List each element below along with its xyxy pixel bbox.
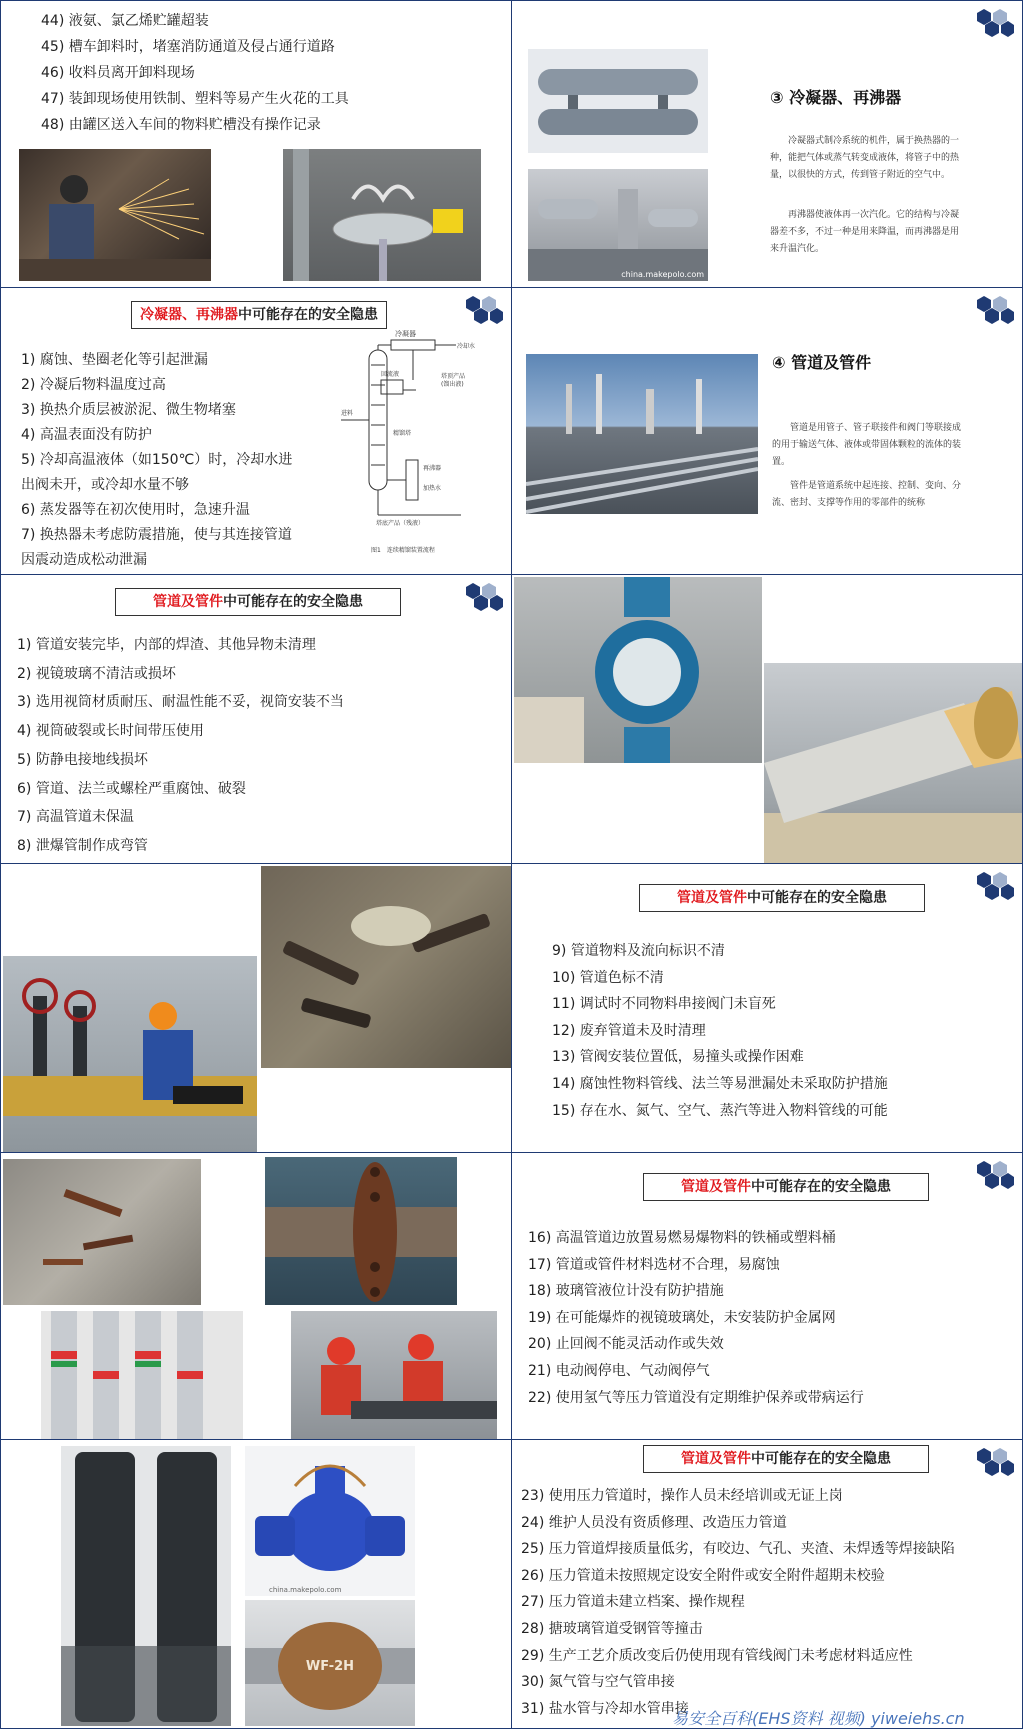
insulated-pipe-photo <box>764 663 1022 863</box>
reboiler-plant-illustration <box>528 169 708 281</box>
hazard-item: 17) 管道或管件材料选材不合理，易腐蚀 <box>528 1256 780 1273</box>
brand-logo-icon <box>974 1444 1014 1478</box>
slide-unloading-hazards <box>0 0 512 288</box>
rusty-debris-photo <box>3 1159 201 1305</box>
labeled-pipes-photo <box>41 1311 243 1439</box>
hazard-item: 46) 收料员离开卸料现场 <box>41 65 195 81</box>
hazard-item: 14) 腐蚀性物料管线、法兰等易泄漏处未采取防护措施 <box>552 1075 888 1092</box>
sight-glass-photo <box>514 577 762 763</box>
hazard-item: 2) 视镜玻璃不清洁或损坏 <box>17 665 176 682</box>
hazard-item: 47) 装卸现场使用铁制、塑料等易产生火花的工具 <box>41 91 349 107</box>
hazard-item: 12) 废弃管道未及时清理 <box>552 1022 706 1039</box>
title-highlight: 管道及管件 <box>681 1451 751 1467</box>
hazard-item: 5) 防静电接地线损坏 <box>17 751 148 768</box>
refinery-pipeline-illustration <box>526 354 758 514</box>
diagram-label: 冷凝器 <box>395 330 416 338</box>
rusty-debris-illustration <box>3 1159 201 1305</box>
hazard-item: 10) 管道色标不清 <box>552 969 664 986</box>
hazard-item: 26) 压力管道未按照规定设安全附件或安全附件超期未校验 <box>521 1567 885 1584</box>
diagram-label: 再沸器 <box>423 465 442 472</box>
fittings-description: 管件是管道系统中起连接、控制、变向、分流、密封、支撑等作用的零部件的统称 <box>772 481 962 508</box>
hazard-item: 1) 腐蚀、垫圈老化等引起泄漏 <box>21 352 208 368</box>
hazard-item: 45) 槽车卸料时，堵塞消防通道及侵占通行道路 <box>41 39 335 55</box>
slide-pipeline-hazards-1 <box>0 574 512 864</box>
hazard-item: 8) 泄爆管制作成弯管 <box>17 837 148 854</box>
diagram-caption: 图1 连续精馏装置流程 <box>371 547 435 554</box>
distillation-flow-diagram <box>341 320 501 565</box>
eyewash-illustration <box>283 149 481 281</box>
worker-valve-photo <box>3 956 257 1152</box>
check-valve-illustration <box>245 1446 415 1596</box>
title-rest: 中可能存在的安全隐患 <box>223 594 363 610</box>
diagram-label: 精馏塔 <box>393 430 412 437</box>
hazard-item: 7) 高温管道未保温 <box>17 809 134 826</box>
worker-valve-illustration <box>3 956 257 1152</box>
hazard-item: 44) 液氨、氯乙烯贮罐超装 <box>41 13 209 29</box>
hazard-item: 21) 电动阀停电、气动阀停气 <box>528 1362 710 1379</box>
brand-logo-icon <box>974 1157 1014 1191</box>
wrap-label: WF-2H <box>305 1659 355 1674</box>
heat-exchanger-photo <box>528 49 708 153</box>
rusty-flange-photo <box>265 1157 457 1305</box>
hazard-item: 25) 压力管道焊接质量低劣，有咬边、气孔、夹渣、未焊透等焊接缺陷 <box>521 1541 955 1558</box>
title-rest: 中可能存在的安全隐患 <box>747 890 887 906</box>
grinding-sparks-illustration <box>19 149 211 281</box>
flange-wrap-illustration <box>245 1600 415 1726</box>
hazard-item: 27) 压力管道未建立档案、操作规程 <box>521 1594 745 1611</box>
hazard-item: 5) 冷却高温液体（如150℃）时，冷却水进出阀未开，或冷却水量不够 <box>21 452 293 493</box>
title-rest: 中可能存在的安全隐患 <box>751 1179 891 1195</box>
hazard-list <box>17 631 344 861</box>
slide-pipeline-hazards-2 <box>511 863 1023 1153</box>
site-watermark: 易安全百科(EHS资料 视频) yiweiehs.cn <box>672 1709 965 1728</box>
hazard-list <box>21 348 296 573</box>
eyewash-photo <box>283 149 481 281</box>
hazard-item: 6) 管道、法兰或螺栓严重腐蚀、破裂 <box>17 780 246 797</box>
flange-wrap-photo <box>245 1600 415 1726</box>
hazard-item: 20) 止回阀不能灵活动作或失效 <box>528 1336 724 1353</box>
pipeline-description: 管道是用管子、管子联接件和阀门等联接成的用于输送气体、液体或带固体颗粒的流体的装置。 <box>772 423 962 467</box>
hazard-list <box>41 11 349 136</box>
slide-pipeline-hazards-3 <box>511 1152 1023 1440</box>
hazard-item: 2) 冷凝后物料温度过高 <box>21 377 166 393</box>
slide-sight-glass-photos <box>511 574 1023 864</box>
title-rest: 中可能存在的安全隐患 <box>238 307 378 323</box>
hazard-item: 3) 换热介质层被淤泥、微生物堵塞 <box>21 402 236 418</box>
title-highlight: 管道及管件 <box>681 1179 751 1195</box>
hazard-item: 7) 换热器未考虑防震措施，使与其连接管道因震动造成松动泄漏 <box>21 527 292 568</box>
title-highlight: 管道及管件 <box>677 890 747 906</box>
diagram-label: 进料 <box>341 410 354 417</box>
hazard-item: 13) 管阀安装位置低，易撞头或操作困难 <box>552 1049 804 1066</box>
storage-tanks-photo <box>61 1446 231 1726</box>
grinding-sparks-photo <box>19 149 211 281</box>
section-title: ③ 冷凝器、再沸器 <box>770 88 902 107</box>
hazard-item: 6) 蒸发器等在初次使用时，急速升温 <box>21 502 250 518</box>
hazard-item: 15) 存在水、氮气、空气、蒸汽等进入物料管线的可能 <box>552 1102 888 1119</box>
sight-glass-illustration <box>514 577 762 763</box>
storage-tanks-illustration <box>61 1446 231 1726</box>
hazard-item: 22) 使用氢气等压力管道没有定期维护保养或带病运行 <box>528 1389 864 1406</box>
reboiler-description: 再沸器使液体再一次汽化。它的结构与冷凝器差不多，不过一种是用来降温，而再沸器是用来升温汽化。 <box>770 210 960 254</box>
hazard-item: 31) 盐水管与冷却水管串接 <box>521 1700 689 1717</box>
hazard-item: 18) 玻璃管液位计没有防护措施 <box>528 1283 724 1300</box>
corroded-bolts-photo <box>261 866 511 1068</box>
hazard-item: 29) 生产工艺介质改变后仍使用现有管线阀门未考虑材料适应性 <box>521 1647 913 1664</box>
hazard-item: 16) 高温管道边放置易燃易爆物料的铁桶或塑料桶 <box>528 1230 836 1246</box>
section-title: ④ 管道及管件 <box>772 353 872 372</box>
refinery-pipeline-photo <box>526 354 758 514</box>
hazard-item: 4) 高温表面没有防护 <box>21 427 152 443</box>
slide-pipeline-hazards-4 <box>511 1439 1023 1729</box>
diagram-label: 回流液 <box>381 371 400 378</box>
slide-tank-valve-photos <box>0 1439 512 1729</box>
hazard-item: 24) 维护人员没有资质修理、改造压力管道 <box>521 1514 787 1531</box>
title-highlight: 冷凝器、再沸器 <box>140 307 238 323</box>
diagram-label: 冷却水 <box>457 343 476 350</box>
slide-title-box <box>643 1445 929 1473</box>
hazard-item: 48) 由罐区送入车间的物料贮槽没有操作记录 <box>41 117 321 133</box>
hazard-list <box>552 938 888 1124</box>
hazard-item: 3) 选用视筒材质耐压、耐温性能不妥，视筒安装不当 <box>17 694 344 711</box>
slide-title-box <box>639 884 925 912</box>
hazard-item: 11) 调试时不同物料串接阀门未盲死 <box>552 996 776 1013</box>
workers-maintenance-photo <box>291 1311 497 1439</box>
title-rest: 中可能存在的安全隐患 <box>751 1451 891 1467</box>
diagram-label: 塔顶产品 <box>441 373 466 380</box>
brand-logo-icon <box>463 579 503 613</box>
hazard-item: 1) 管道安装完毕，内部的焊渣、其他异物未清理 <box>17 637 316 653</box>
reboiler-plant-photo <box>528 169 708 281</box>
hazard-item: 19) 在可能爆炸的视镜玻璃处，未安装防护金属网 <box>528 1309 836 1326</box>
slide-condenser-hazards <box>0 287 512 575</box>
diagram-label: 塔底产品（残液） <box>376 520 425 527</box>
hazard-item: 4) 视筒破裂或长时间带压使用 <box>17 723 204 740</box>
diagram-label: (馏出液) <box>441 381 464 388</box>
labeled-pipes-illustration <box>41 1311 243 1439</box>
hazard-list <box>521 1483 955 1722</box>
slide-title-box <box>643 1173 929 1201</box>
insulated-pipe-illustration <box>764 663 1022 863</box>
hazard-item: 23) 使用压力管道时，操作人员未经培训或无证上岗 <box>521 1488 843 1504</box>
rusty-flange-illustration <box>265 1157 457 1305</box>
diagram-label: 加热水 <box>423 485 442 492</box>
hazard-item: 28) 搪玻璃管道受钢管等撞击 <box>521 1620 703 1637</box>
photo-source-caption: china.makepolo.com <box>269 1586 342 1594</box>
hazard-list <box>528 1225 864 1411</box>
title-highlight: 管道及管件 <box>153 594 223 610</box>
hazard-item: 9) 管道物料及流向标识不清 <box>552 943 725 959</box>
brand-logo-icon <box>974 5 1014 39</box>
slide-pipeline-intro <box>511 287 1023 575</box>
corroded-bolts-illustration <box>261 866 511 1068</box>
condenser-description: 冷凝器式制冷系统的机件，属于换热器的一种，能把气体或蒸气转变成液体，将管子中的热量，以很快的方式，传到管子附近的空气中。 <box>770 136 960 180</box>
photo-source-caption: china.makepolo.com <box>621 270 704 279</box>
slide-corrosion-photos <box>0 1152 512 1440</box>
check-valve-photo <box>245 1446 415 1596</box>
slide-valve-photos <box>0 863 512 1153</box>
slide-title-box <box>115 588 401 616</box>
brand-logo-icon <box>974 868 1014 902</box>
heat-exchanger-illustration <box>528 49 708 153</box>
hazard-item: 30) 氮气管与空气管串接 <box>521 1674 675 1691</box>
brand-logo-icon <box>974 292 1014 326</box>
slide-condenser-intro <box>511 0 1023 288</box>
workers-maintenance-illustration <box>291 1311 497 1439</box>
